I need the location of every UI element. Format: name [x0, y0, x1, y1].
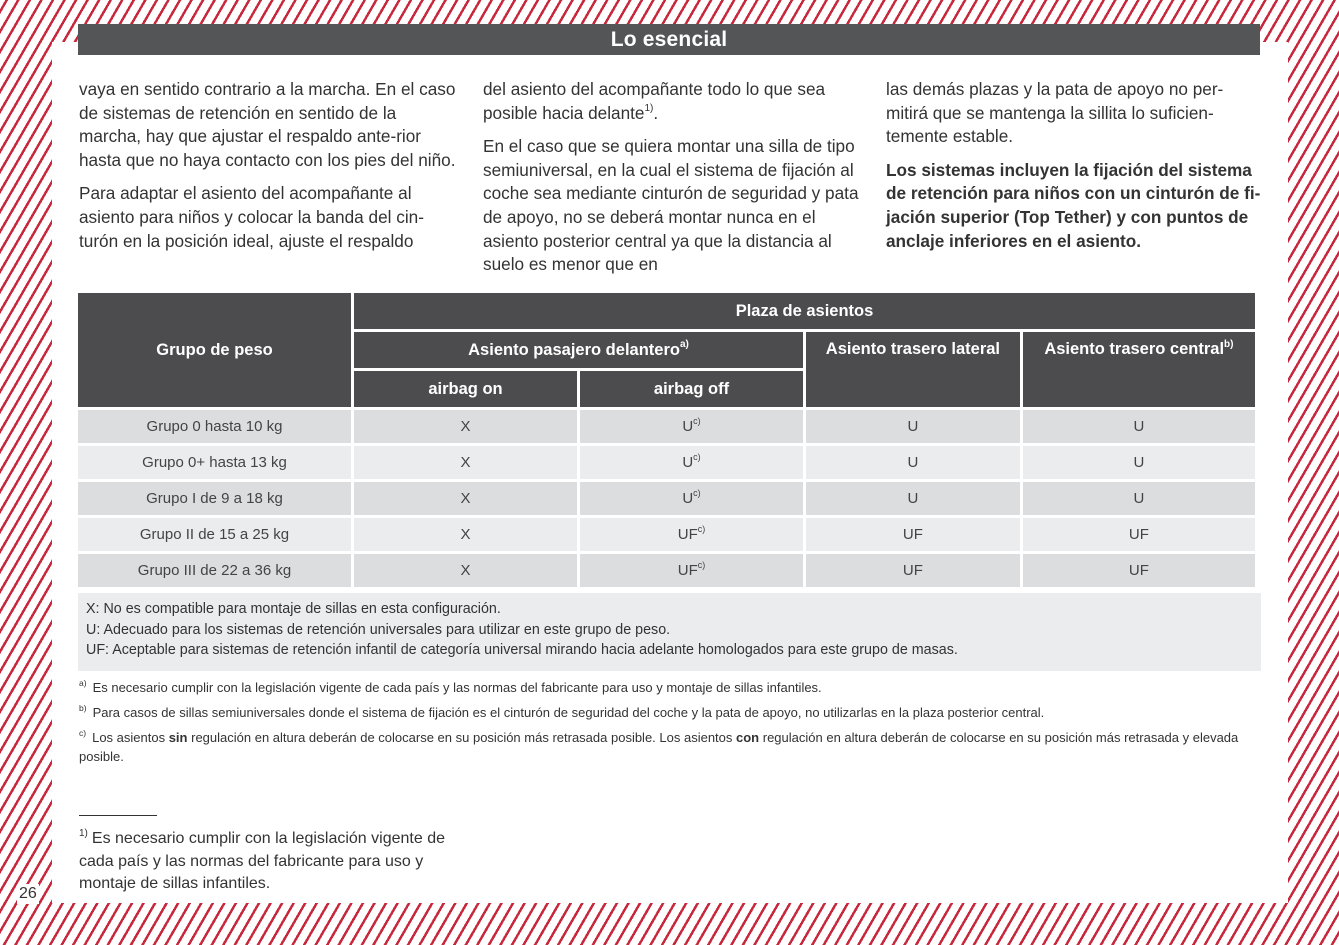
- cell-airbag-on: X: [354, 482, 577, 515]
- note-mark: c): [79, 727, 87, 738]
- cell-airbag-off: [580, 446, 803, 479]
- header-rear-lateral: Asiento trasero lateral: [806, 332, 1020, 407]
- paragraph: las demás plazas y la pata de apoyo no per-mitirá que se mantenga la sillita lo suficien-temente estable.: [886, 79, 1224, 147]
- section-title: Lo esencial: [610, 28, 728, 51]
- cell-airbag-off: [580, 554, 803, 587]
- bold-paragraph: Los sistemas incluyen la fijación del sistema de retención para niños con un cinturón de fi-jación superior (Top Tether) y con puntos de anclaje inferiores en el asiento.: [886, 159, 1261, 251]
- note-text: Los asientos: [92, 730, 169, 745]
- header-front-passenger: [354, 332, 803, 368]
- cell-airbag-off: [580, 518, 803, 551]
- paragraph: vaya en sentido contrario a la marcha. En el caso de sistemas de retención en sentido de la marcha, hay que ajustar el respaldo ante-rior hasta que no haya contacto con los pies del niño.: [79, 79, 456, 170]
- footnote-mark: 1): [79, 827, 88, 839]
- note-bold: con: [736, 730, 760, 745]
- legend-u: U: Adecuado para los sistemas de retención universales para utilizar en este grupo de peso.: [86, 621, 671, 638]
- header-airbag-off: airbag off: [580, 371, 803, 407]
- cell-rear-central: UF: [1023, 518, 1255, 551]
- section-header: [78, 24, 1260, 55]
- paragraph-end: .: [653, 102, 659, 123]
- table-legend: [78, 593, 1261, 671]
- note-ref-c: c): [693, 452, 701, 462]
- text-column-3: [886, 78, 1264, 263]
- cell-airbag-on: X: [354, 446, 577, 479]
- header-rear-central-label: Asiento trasero central: [1044, 340, 1225, 358]
- cell-value: U: [682, 418, 694, 435]
- cell-rear-lateral: U: [806, 410, 1020, 443]
- note-ref-c: c): [697, 524, 706, 534]
- header-front-label: Asiento pasajero delantero: [468, 340, 680, 359]
- note-ref-c: c): [693, 488, 701, 498]
- text-column-2: [483, 78, 861, 287]
- table-row: [78, 410, 1255, 443]
- cell-airbag-on: X: [354, 410, 577, 443]
- note-c: [79, 728, 1259, 766]
- table-row: [78, 554, 1255, 587]
- note-text: regulación en altura deberán de colocarse en su posición más retrasada y elevada posible.: [79, 730, 1239, 764]
- cell-value: UF: [677, 526, 698, 543]
- paragraph: [483, 78, 861, 125]
- cell-airbag-off: [580, 482, 803, 515]
- cell-rear-central: U: [1023, 410, 1255, 443]
- table-row: [78, 446, 1255, 479]
- cell-value: U: [682, 454, 694, 471]
- cell-rear-central: UF: [1023, 554, 1255, 587]
- page-number: 26: [19, 885, 37, 902]
- legend-uf: UF: Aceptable para sistemas de retención infantil de categoría universal mirando hacia adelante homologados para este grupo de masas.: [86, 642, 958, 658]
- cell-airbag-on: X: [354, 554, 577, 587]
- footnote-divider: [79, 815, 157, 816]
- note-text: Es necesario cumplir con la legislación vigente de cada país y las normas del fabricante para uso y montaje de sillas infantiles.: [92, 680, 822, 695]
- cell-group: Grupo II de 15 a 25 kg: [78, 518, 351, 551]
- note-ref-b: b): [1224, 338, 1234, 350]
- cell-group: Grupo I de 9 a 18 kg: [78, 482, 351, 515]
- cell-group: Grupo 0 hasta 10 kg: [78, 410, 351, 443]
- cell-rear-lateral: UF: [806, 518, 1020, 551]
- note-ref-c: c): [693, 416, 701, 426]
- note-a: [79, 678, 1259, 697]
- header-rear-central: [1023, 332, 1255, 407]
- note-ref-c: c): [697, 560, 706, 570]
- cell-value: UF: [677, 562, 698, 579]
- seat-compatibility-table: [75, 290, 1258, 590]
- note-bold: sin: [168, 730, 188, 745]
- cell-rear-lateral: U: [806, 482, 1020, 515]
- text-column-1: [79, 78, 457, 263]
- paragraph: En el caso que se quiera montar una silla de tipo semiuniversal, en la cual el sistema de fijación al coche sea mediante cinturón de seguridad y pata de apoyo, no se deberá montar nunca en el asiento posterior central ya que la distancia al suelo es menor que en: [483, 136, 859, 275]
- cell-group: Grupo 0+ hasta 13 kg: [78, 446, 351, 479]
- cell-rear-central: U: [1023, 482, 1255, 515]
- note-text: Para casos de sillas semiuniversales donde el sistema de fijación es el cinturón de seguridad del coche y la pata de apoyo, no utilizarlas en la plaza posterior central.: [92, 705, 1045, 720]
- note-ref-a: a): [679, 339, 689, 350]
- cell-airbag-off: [580, 410, 803, 443]
- note-b: [79, 703, 1259, 722]
- cell-rear-lateral: UF: [806, 554, 1020, 587]
- header-plaza-de-asientos: Plaza de asientos: [354, 293, 1255, 329]
- footnote: [79, 828, 459, 896]
- note-mark: a): [79, 677, 87, 688]
- paragraph: Para adaptar el asiento del acompañante al asiento para niños y colocar la banda del cin-turón en la posición ideal, ajuste el respaldo: [79, 183, 424, 251]
- footnote-text: Es necesario cumplir con la legislación vigente de cada país y las normas del fabricante para uso y montaje de sillas infantiles.: [79, 830, 445, 892]
- legend-x: X: No es compatible para montaje de sillas en esta configuración.: [86, 601, 501, 617]
- header-grupo-de-peso: Grupo de peso: [78, 293, 351, 407]
- cell-airbag-on: X: [354, 518, 577, 551]
- cell-rear-central: U: [1023, 446, 1255, 479]
- paragraph-text: del asiento del acompañante todo lo que sea posible hacia delante: [483, 79, 826, 123]
- note-text: regulación en altura deberán de colocarse en su posición más retrasada posible. Los asientos: [187, 730, 737, 745]
- table-notes: [79, 678, 1259, 772]
- cell-rear-lateral: U: [806, 446, 1020, 479]
- header-airbag-on: airbag on: [354, 371, 577, 407]
- table-row: [78, 482, 1255, 515]
- note-mark: b): [79, 702, 87, 713]
- cell-group: Grupo III de 22 a 36 kg: [78, 554, 351, 587]
- footnote-ref-1[interactable]: 1): [644, 102, 654, 114]
- table-row: [78, 518, 1255, 551]
- cell-value: U: [682, 490, 694, 507]
